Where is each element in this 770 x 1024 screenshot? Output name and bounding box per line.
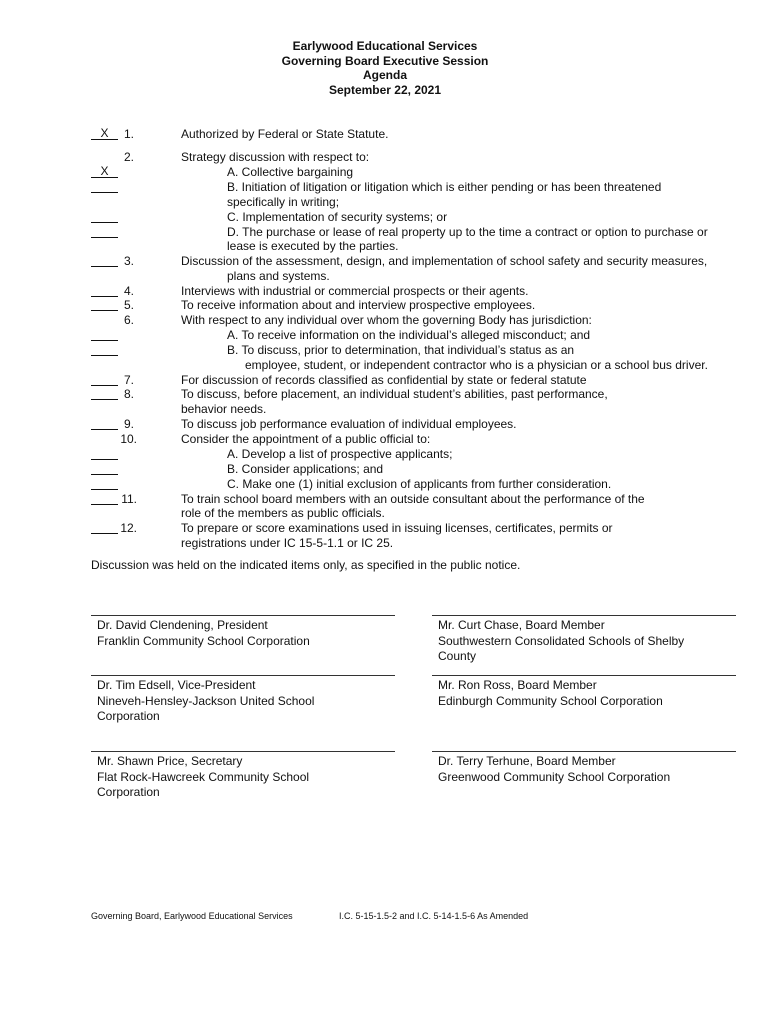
footer-left: Governing Board, Earlywood Educational Services (91, 911, 293, 921)
item-4-number: 4. (123, 284, 134, 298)
item-2a-checkmark[interactable]: X (91, 165, 118, 178)
item-11-text: To train school board members with an outside consultant about the performance of the (181, 492, 645, 506)
item-11-text-cont: role of the members as public officials. (181, 506, 385, 520)
item-10-text: Consider the appointment of a public official to: (181, 432, 431, 446)
document-header (0, 39, 770, 97)
agenda-item-5 (0, 298, 770, 313)
agenda-item-8 (0, 387, 770, 402)
agenda-item-1 (0, 127, 770, 142)
agenda-item-6a (0, 328, 770, 343)
signer-organization: Edinburgh Community School Corporation (438, 693, 663, 708)
item-2a-text: A. Collective bargaining (227, 165, 354, 179)
signer-organization: Southwestern Consolidated Schools of Shelby (438, 633, 685, 648)
item-3-text: Discussion of the assessment, design, and implementation of school safety and security measures, (181, 254, 708, 268)
signer-name: Dr. Terry Terhune, Board Member (438, 754, 616, 768)
item-11-number: 11. (121, 492, 137, 506)
item-2-number: 2. (123, 150, 134, 164)
item-2b-text-cont: specifically in writing; (227, 195, 340, 209)
item-2b-checkmark[interactable] (91, 180, 118, 193)
item-10-number: 10. (120, 432, 137, 446)
item-7-number: 7. (123, 373, 134, 387)
agenda-title: Agenda (362, 68, 407, 82)
agenda-item-2a (0, 165, 770, 180)
agenda-item-10c (0, 477, 770, 492)
signature-block-president (91, 615, 395, 649)
agenda-item-3 (0, 254, 770, 269)
item-10a-checkmark[interactable] (91, 447, 118, 460)
item-6-text: With respect to any individual over whom the governing Body has jurisdiction: (181, 313, 592, 327)
agenda-item-6b (0, 343, 770, 358)
item-10c-checkmark[interactable] (91, 477, 118, 490)
item-10b-checkmark[interactable] (91, 462, 118, 475)
agenda-item-6 (0, 313, 770, 328)
item-2c-checkmark[interactable] (91, 210, 118, 223)
item-1-text: Authorized by Federal or State Statute. (181, 127, 389, 141)
agenda-item-2 (0, 150, 770, 165)
signer-organization: Franklin Community School Corporation (97, 633, 310, 648)
session-title: Governing Board Executive Session (281, 53, 489, 68)
item-6a-text: A. To receive information on the individual’s alleged misconduct; and (227, 328, 591, 342)
item-1-checkmark[interactable]: X (91, 127, 118, 140)
item-12-text: To prepare or score examinations used in issuing licenses, certificates, permits or (181, 521, 613, 535)
item-7-text: For discussion of records classified as confidential by state or federal statute (181, 373, 587, 387)
signer-organization-cont: Corporation (97, 785, 160, 799)
item-3-number: 3. (123, 254, 134, 268)
item-12-number: 12. (120, 521, 137, 535)
agenda-item-12-cont (0, 536, 770, 551)
item-2d-text: D. The purchase or lease of real property up to the time a contract or option to purchase or (227, 225, 708, 239)
item-6-number: 6. (123, 313, 134, 327)
item-2b-text: B. Initiation of litigation or litigation which is either pending or has been threatened (227, 180, 662, 194)
agenda-item-9 (0, 417, 770, 432)
signer-organization-cont: Corporation (97, 709, 160, 723)
item-6b-text-cont: employee, student, or independent contractor who is a physician or a school bus driver. (245, 358, 708, 372)
agenda-item-8-cont (0, 402, 770, 417)
agenda-item-10a (0, 447, 770, 462)
agenda-item-4 (0, 284, 770, 299)
item-3-text-cont: plans and systems. (227, 269, 330, 283)
agenda-item-6b-cont (0, 358, 770, 373)
signer-name: Mr. Ron Ross, Board Member (438, 678, 597, 692)
agenda-item-10b (0, 462, 770, 477)
signer-name: Dr. David Clendening, President (97, 618, 268, 632)
item-6b-checkmark[interactable] (91, 343, 118, 356)
item-8-text-cont: behavior needs. (181, 402, 267, 416)
item-6a-checkmark[interactable] (91, 328, 118, 341)
meeting-date: September 22, 2021 (328, 82, 442, 97)
item-4-text: Interviews with industrial or commercial prospects or their agents. (181, 284, 529, 298)
agenda-item-11 (0, 492, 770, 507)
item-5-text: To receive information about and interview prospective employees. (181, 298, 536, 312)
signature-block-vice-president (91, 675, 395, 725)
discussion-statement: Discussion was held on the indicated items only, as specified in the public notice. (91, 558, 521, 572)
item-2d-checkmark[interactable] (91, 225, 118, 238)
agenda-item-2b-cont (0, 195, 770, 210)
item-1-number: 1. (123, 127, 134, 141)
agenda-item-12 (0, 521, 770, 536)
agenda-item-2c (0, 210, 770, 225)
agenda-item-11-cont (0, 506, 770, 521)
agenda-item-2b (0, 180, 770, 195)
signer-name: Mr. Curt Chase, Board Member (438, 618, 605, 632)
item-2d-text-cont: lease is executed by the parties. (227, 239, 399, 253)
item-6b-text: B. To discuss, prior to determination, that individual’s status as an (227, 343, 575, 357)
agenda-item-2d-cont (0, 239, 770, 254)
item-10a-text: A. Develop a list of prospective applicants; (227, 447, 453, 461)
signature-block-board-member-chase (432, 615, 736, 665)
item-2c-text: C. Implementation of security systems; or (227, 210, 448, 224)
signature-block-secretary (91, 751, 395, 801)
agenda-item-10 (0, 432, 770, 447)
item-10c-text: C. Make one (1) initial exclusion of applicants from further consideration. (227, 477, 612, 491)
item-5-number: 5. (123, 298, 134, 312)
signature-block-board-member-terhune (432, 751, 736, 785)
signer-name: Dr. Tim Edsell, Vice-President (97, 678, 256, 692)
item-12-text-cont: registrations under IC 15-5-1.1 or IC 25. (181, 536, 394, 550)
item-9-number: 9. (123, 417, 134, 431)
agenda-item-3-cont (0, 269, 770, 284)
organization-title: Earlywood Educational Services (292, 39, 478, 53)
item-8-number: 8. (123, 387, 134, 401)
agenda-item-7 (0, 373, 770, 388)
item-10b-text: B. Consider applications; and (227, 462, 384, 476)
footer-right: I.C. 5-15-1.5-2 and I.C. 5-14-1.5-6 As Amended (339, 911, 529, 921)
item-2-text: Strategy discussion with respect to: (181, 150, 370, 164)
signer-organization: Nineveh-Hensley-Jackson United School (97, 693, 315, 708)
item-9-text: To discuss job performance evaluation of individual employees. (181, 417, 517, 431)
signer-organization-cont: County (438, 649, 477, 663)
item-8-text: To discuss, before placement, an individual student’s abilities, past performance, (181, 387, 608, 401)
signature-block-board-member-ross (432, 675, 736, 709)
signer-name: Mr. Shawn Price, Secretary (97, 754, 243, 768)
signer-organization: Greenwood Community School Corporation (438, 769, 671, 784)
signer-organization: Flat Rock-Hawcreek Community School (97, 769, 310, 784)
agenda-item-2d (0, 225, 770, 240)
